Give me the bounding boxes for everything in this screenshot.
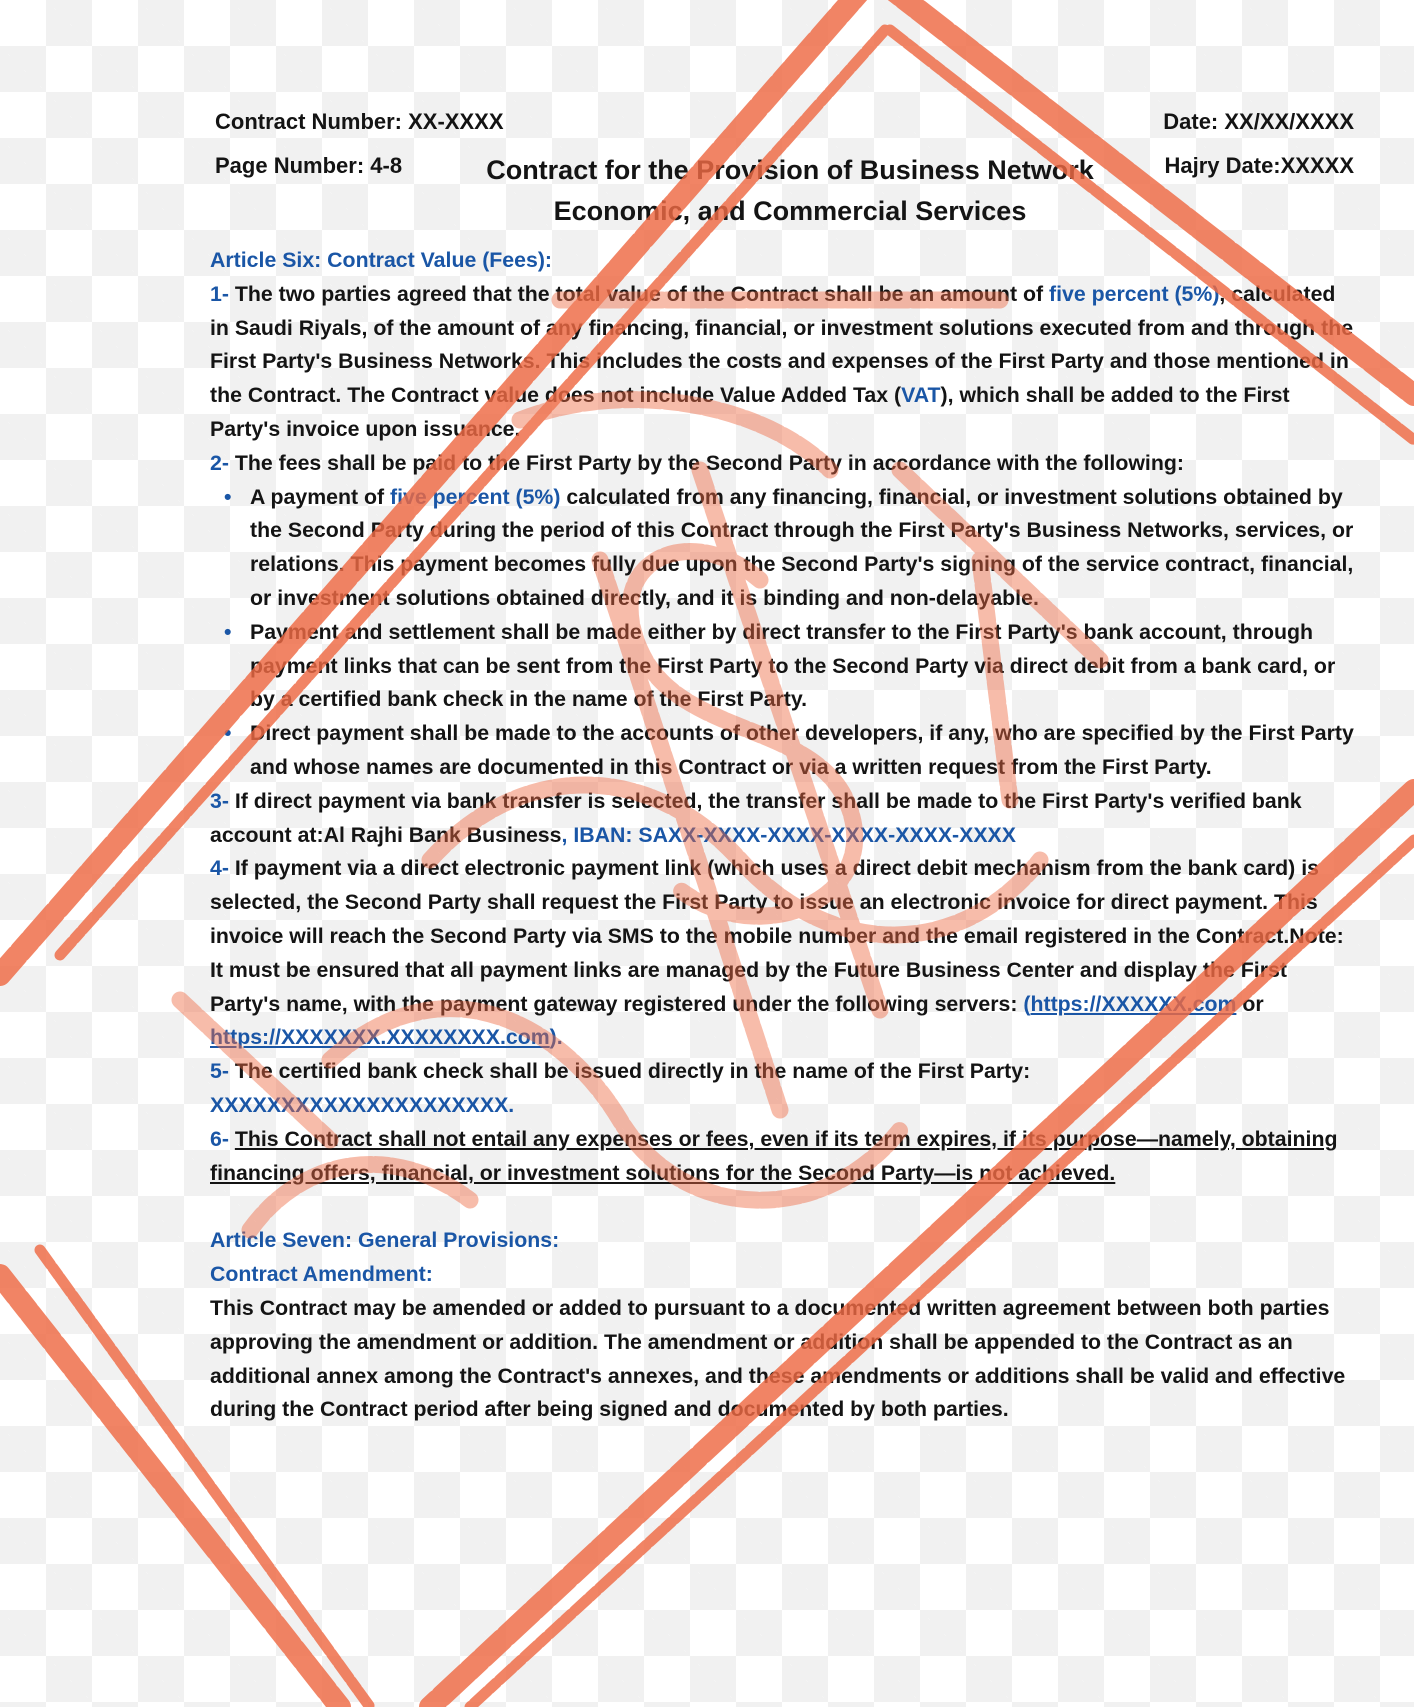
check-payee: XXXXXXXXXXXXXXXXXXXXX. xyxy=(210,1092,515,1117)
article-seven-heading: Article Seven: General Provisions: xyxy=(210,1228,560,1253)
page-number: Page Number: 4-8 xyxy=(215,153,403,178)
clause-number: 3- xyxy=(210,788,229,813)
bullet-icon: • xyxy=(224,619,232,644)
clause-number: 6- xyxy=(210,1126,229,1151)
item-text: calculated from any financing, financial, or investment solutions obtained by the Second Party during the period of this Contract through the First Party's Business Networks, services, or relations. This payment becomes fully due upon the Second Party's signing of the service contract, financial, or investment solutions obtained directly, and it is binding and non-delayable. xyxy=(250,484,1354,610)
list-item xyxy=(224,481,1356,616)
clause-4 xyxy=(210,852,1356,1055)
document-body xyxy=(210,244,1356,1427)
clause-1 xyxy=(210,278,1356,447)
clause-text: This Contract shall not entail any expenses or fees, even if its term expires, if its purpose—namely, obtaining financing offers, financial, or investment solutions for the Second Party—is not achieved. xyxy=(210,1126,1338,1185)
contract-amendment-heading: Contract Amendment: xyxy=(210,1262,433,1287)
clause-text: The two parties agreed that the total value of the Contract shall be an amount of xyxy=(228,281,1049,306)
paren: ( xyxy=(1023,991,1031,1016)
clause-2 xyxy=(210,447,1356,481)
clause-6 xyxy=(210,1123,1356,1191)
list-item xyxy=(224,717,1356,785)
clause-text: If payment via a direct electronic payment link (which uses a direct debit mechanism from the bank card) is selected, the Second Party shall request the First Party to issue an electronic invoice for direct payment. This invoice will reach the Second Party via SMS to the mobile number and the email registered in the Contract.Note: It must be ensured that all payment links are managed by the Future Business Center and display the First Party's name, with the payment gateway registered under the following servers: xyxy=(210,856,1344,1016)
date: Date: XX/XX/XXXX xyxy=(1163,109,1354,134)
clause-number: 5- xyxy=(210,1059,229,1084)
clause-number: 4- xyxy=(210,856,229,881)
fee-percentage: five percent (5%) xyxy=(1048,281,1220,306)
hajry-date: Hajry Date:XXXXX xyxy=(1164,153,1354,178)
clause-text: or xyxy=(1236,991,1264,1016)
clause-3 xyxy=(210,785,1356,853)
clause-5 xyxy=(210,1055,1356,1123)
list-item xyxy=(224,616,1356,717)
payment-link-1[interactable]: https://XXXXXX.com xyxy=(1030,991,1237,1016)
document-title xyxy=(440,150,1140,232)
clause-text: The fees shall be paid to the First Party by the Second Party in accordance with the following: xyxy=(228,450,1184,475)
item-text: A payment of xyxy=(250,484,391,509)
clause-text: The certified bank check shall be issued directly in the name of the First Party: xyxy=(228,1059,1031,1084)
title-line-2: Economic, and Commercial Services xyxy=(553,196,1027,226)
spacer xyxy=(210,1190,1356,1224)
amendment-text: This Contract may be amended or added to pursuant to a documented written agreement between both parties approving the amendment or addition. The amendment or addition shall be appended to the Contract as an additional annex among the Contract's annexes, and these amendments or additions shall be valid and effective during the Contract period after being signed and documented by both parties. xyxy=(210,1295,1346,1422)
clause-text: , calculated in Saudi Riyals, of the amount of any financing, financial, or investment solutions executed from and through the First Party's Business Networks. This includes the costs and expenses of the First Party and those mentioned in the Contract. The Contract value does not include Value Added Tax ( xyxy=(210,281,1354,408)
payment-terms-list xyxy=(210,481,1356,785)
title-line-1: Contract for the Provision of Business Network xyxy=(486,155,1094,185)
payment-link-2[interactable]: https://XXXXXXX.XXXXXXXX.com xyxy=(210,1025,550,1050)
clause-text: If direct payment via bank transfer is selected, the transfer shall be made to the First Party's verified bank account at:Al Rajhi Bank Business xyxy=(210,788,1302,847)
iban: , IBAN: SAXX-XXXX-XXXX-XXXX-XXXX-XXXX xyxy=(561,822,1016,847)
fee-percentage: five percent (5%) xyxy=(390,484,561,509)
bullet-icon: • xyxy=(224,484,232,509)
article-six-heading: Article Six: Contract Value (Fees): xyxy=(210,248,553,272)
paren: ). xyxy=(549,1025,563,1050)
vat-term: VAT xyxy=(901,383,941,408)
item-text: Payment and settlement shall be made either by direct transfer to the First Party's bank account, through payment links that can be sent from the First Party to the Second Party via direct debit from a bank card, or by a certified bank check in the name of the First Party. xyxy=(250,619,1336,712)
clause-text: ), which shall be added to the First Party's invoice upon issuance. xyxy=(210,383,1290,441)
clause-number: 2- xyxy=(210,450,229,475)
bullet-icon: • xyxy=(224,721,232,746)
item-text: Direct payment shall be made to the accounts of other developers, if any, who are specified by the First Party and whose names are documented in this Contract or via a written request from the First Party. xyxy=(250,721,1354,779)
contract-number: Contract Number: XX-XXXX xyxy=(215,109,504,134)
clause-number: 1- xyxy=(210,281,229,306)
